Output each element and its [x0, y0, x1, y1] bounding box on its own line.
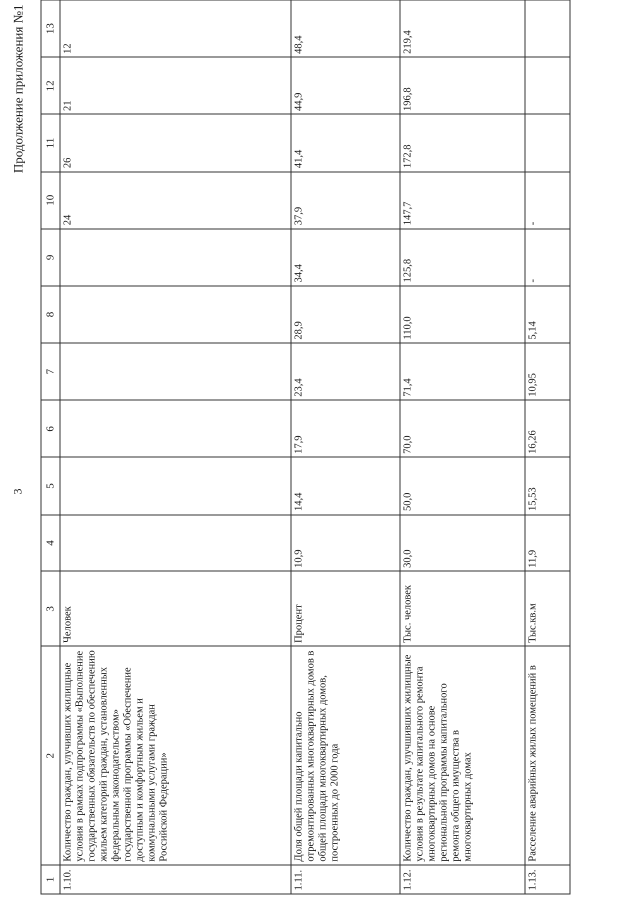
row-value: 71,4: [400, 343, 525, 400]
row-unit: Процент: [291, 571, 400, 646]
row-value: 14,4: [291, 457, 400, 514]
col-header: 4: [41, 515, 60, 572]
col-header: 8: [41, 286, 60, 343]
row-value: [60, 515, 291, 572]
row-value: 26: [60, 114, 291, 171]
row-value: 125,8: [400, 229, 525, 286]
col-header: 9: [41, 229, 60, 286]
col-header: 12: [41, 57, 60, 114]
row-value: 110,0: [400, 286, 525, 343]
row-value: 28,9: [291, 286, 400, 343]
row-value: 17,9: [291, 400, 400, 457]
row-indicator-name: Количество граждан, улучивших жилищные условия в рамках подпрограммы «Выполнение государственных обязательств по обеспечению жильем категорий граждан, установленных федеральным законодательством» государственной программы «Обеспечение доступным и комфортным жильем и коммунальными услугами граждан Российской Федерации»: [60, 646, 291, 865]
row-value: 16,26: [525, 400, 570, 457]
row-value: [525, 114, 570, 171]
row-indicator-name: Доля общей площади капитально отремонтированных многоквартирных домов в общей площади многоквартирных домов, построенных до 2000 года: [291, 646, 400, 865]
col-header: 2: [41, 646, 60, 865]
row-value: [60, 343, 291, 400]
header-note: Продолжение приложения №1: [10, 4, 25, 174]
row-unit: Тыс. человек: [400, 571, 525, 646]
row-value: [60, 286, 291, 343]
row-value: 15,53: [525, 457, 570, 514]
row-number: 1.12.: [400, 865, 525, 894]
row-value: -: [525, 229, 570, 286]
row-value: 21: [60, 57, 291, 114]
page-number: 3: [10, 488, 24, 495]
row-indicator-name: Количество граждан, улучшивших жилищные условия в результате капитального ремонта многоквартирных домов на основе региональной программы капитального ремонта общего имущества в многоквартирных домах: [400, 646, 525, 865]
column-number-row: [41, 0, 60, 894]
row-unit: Тыс.кв.м: [525, 571, 570, 646]
table-row: [400, 0, 525, 894]
row-value: 147,7: [400, 172, 525, 229]
row-value: 41,4: [291, 114, 400, 171]
row-value: [60, 457, 291, 514]
table-row: [525, 0, 570, 894]
row-value: [525, 0, 570, 57]
row-value: 11,9: [525, 515, 570, 572]
row-number: 1.13.: [525, 865, 570, 894]
row-value: 23,4: [291, 343, 400, 400]
row-value: 44,9: [291, 57, 400, 114]
row-value: [60, 229, 291, 286]
row-number: 1.10.: [60, 865, 291, 894]
row-value: -: [525, 172, 570, 229]
col-header: 10: [41, 172, 60, 229]
table-row: [60, 0, 291, 894]
row-value: 219,4: [400, 0, 525, 57]
table-row: [291, 0, 400, 894]
row-value: [60, 400, 291, 457]
row-value: 10,95: [525, 343, 570, 400]
row-value: 50,0: [400, 457, 525, 514]
row-number: 1.11.: [291, 865, 400, 894]
col-header: 3: [41, 571, 60, 646]
col-header: 11: [41, 114, 60, 171]
row-value: [525, 57, 570, 114]
indicators-table: [40, 0, 570, 895]
row-value: 196,8: [400, 57, 525, 114]
row-value: 24: [60, 172, 291, 229]
row-value: 12: [60, 0, 291, 57]
row-value: 5,14: [525, 286, 570, 343]
col-header: 5: [41, 457, 60, 514]
row-value: 10,9: [291, 515, 400, 572]
row-value: 37,9: [291, 172, 400, 229]
col-header: 13: [41, 0, 60, 57]
row-value: 172,8: [400, 114, 525, 171]
col-header: 7: [41, 343, 60, 400]
row-value: 34,4: [291, 229, 400, 286]
col-header: 1: [41, 865, 60, 894]
row-value: 70,0: [400, 400, 525, 457]
row-indicator-name: Расселение аварийных жилых помещений в: [525, 646, 570, 865]
col-header: 6: [41, 400, 60, 457]
row-value: 48,4: [291, 0, 400, 57]
row-unit: Человек: [60, 571, 291, 646]
row-value: 30,0: [400, 515, 525, 572]
